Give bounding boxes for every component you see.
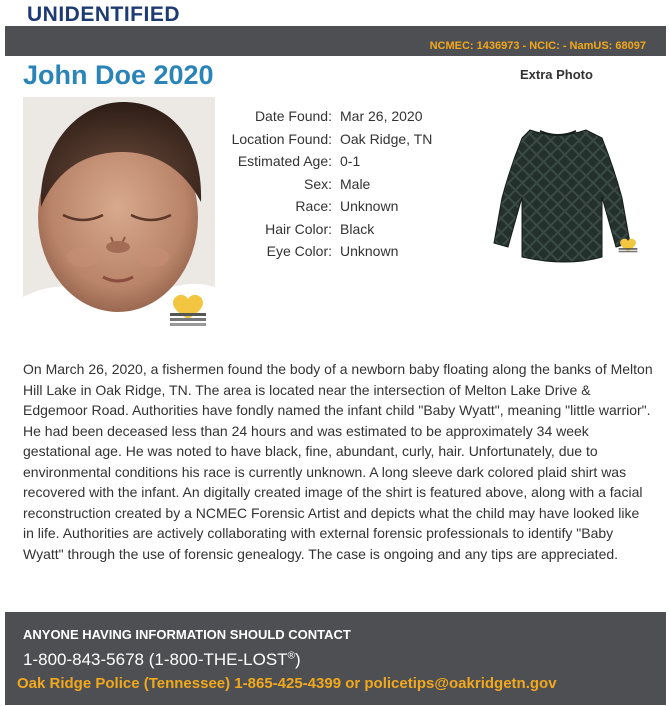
- hotline-text: 1-800-843-5678 (1-800-THE-LOST: [23, 650, 288, 669]
- fact-row-eye-color: [215, 240, 475, 263]
- fact-value: Unknown: [340, 243, 399, 259]
- fact-row-location-found: [215, 128, 475, 151]
- fact-label: Sex:: [303, 175, 332, 192]
- agency-contact: Oak Ridge Police (Tennessee) 1-865-425-4399 or policetips@oakridgetn.gov: [17, 675, 557, 692]
- ncmec-logo-icon: [616, 230, 640, 260]
- fact-row-estimated-age: [215, 150, 475, 173]
- extra-photo-label: Extra Photo: [520, 67, 593, 82]
- case-ids: NCMEC: 1436973 - NCIC: - NamUS: 68097: [429, 40, 646, 52]
- extra-photo-shirt-image: [480, 125, 638, 265]
- fact-label: Estimated Age:: [237, 153, 332, 169]
- facial-reconstruction-image: [23, 97, 215, 335]
- fact-value: Oak Ridge, TN: [340, 130, 433, 147]
- case-facts: [215, 105, 475, 263]
- fact-value: Black: [340, 220, 375, 237]
- case-description: On March 26, 2020, a fishermen found the body of a newborn baby floating along the banks of Melton Hill Lake in Oak Ridge, TN. The area is located near the intersection of Melton Lake Drive & Edgemoor Road. Authorities have fondly named the infant child "Baby Wyatt", meaning "little warrior". He had been deceased less than 24 hours and was estimated to be approximately 34 week gestational age. He was noted to have black, fine, abundant, curly, hair. Unfortunately, due to environmental conditions his race is currently unknown. A long sleeve dark colored plaid shirt was recovered with the infant. An digitally created image of the shirt is featured above, along with a facial reconstruction created by a NCMEC Forensic Artist and depicts what the child may have looked like in life. Authorities are actively collaborating with external forensic professionals to identify "Baby Wyatt" through the use of forensic genealogy. The case is ongoing and any tips are appreciated.: [23, 361, 653, 562]
- contact-footer: [5, 612, 666, 705]
- fact-row-sex: [215, 173, 475, 196]
- registered-mark: ®: [287, 650, 295, 662]
- case-id-bar: [5, 26, 666, 56]
- fact-value: Mar 26, 2020: [340, 108, 423, 124]
- fact-value: 0-1: [340, 153, 361, 169]
- fact-label: Race:: [295, 198, 332, 214]
- fact-value: Male: [340, 175, 371, 192]
- fact-row-hair-color: [215, 218, 475, 241]
- poster-status-title: UNIDENTIFIED: [27, 3, 180, 26]
- case-name: John Doe 2020: [23, 60, 214, 90]
- contact-heading: ANYONE HAVING INFORMATION SHOULD CONTACT: [23, 627, 351, 642]
- ncmec-logo-icon: [165, 285, 211, 329]
- fact-value: Unknown: [340, 198, 399, 214]
- hotline-close: ): [294, 650, 301, 669]
- fact-row-date-found: [215, 105, 475, 128]
- fact-label: Eye Color:: [266, 243, 332, 259]
- fact-label: Hair Color:: [265, 220, 332, 237]
- hotline-number: [23, 650, 301, 670]
- fact-row-race: [215, 195, 475, 218]
- fact-label: Location Found:: [231, 130, 332, 147]
- fact-label: Date Found:: [254, 108, 332, 124]
